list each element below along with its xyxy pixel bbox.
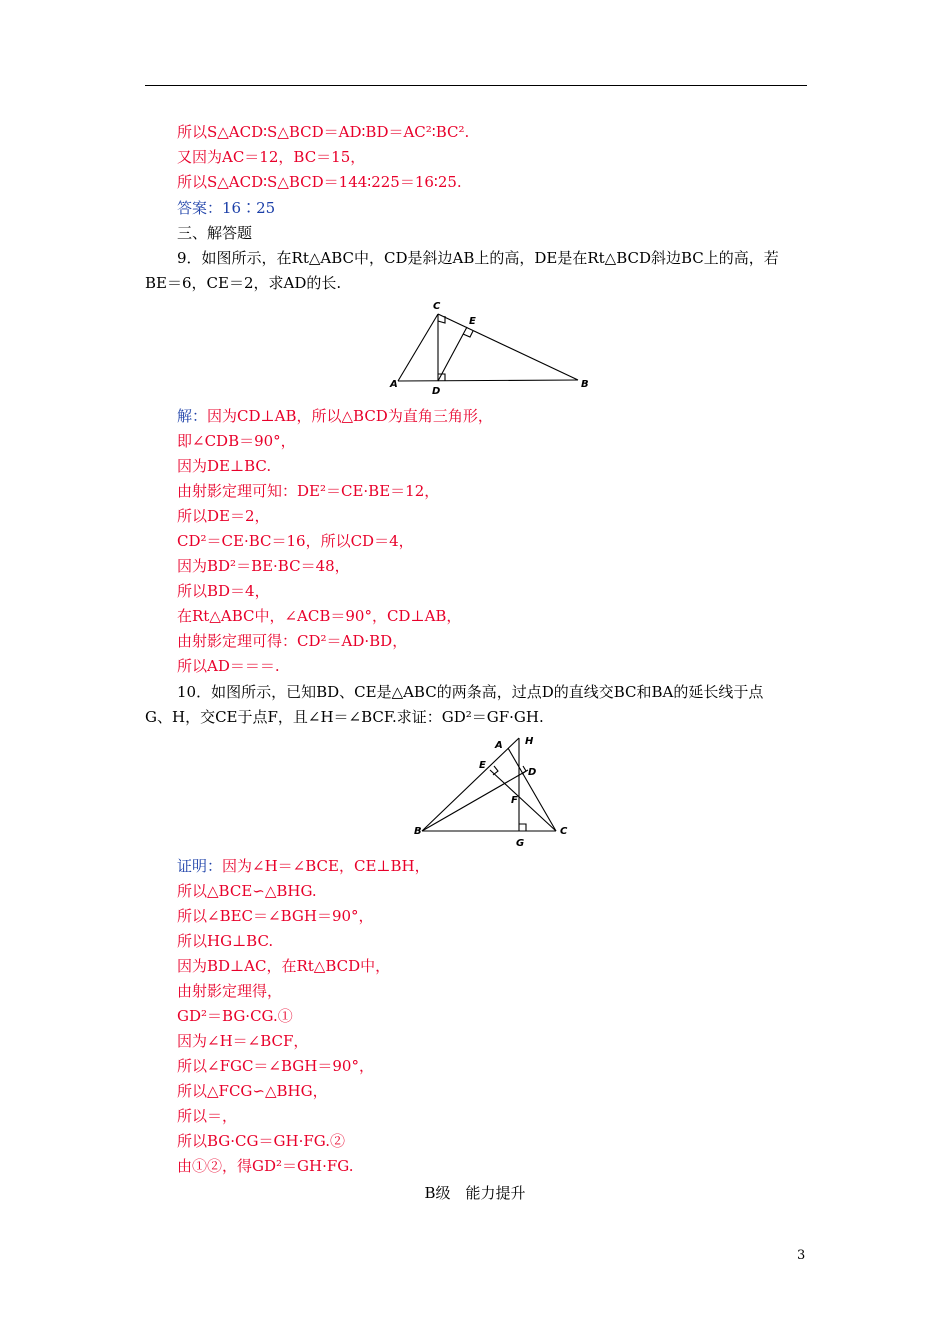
q10-label-h: H (525, 736, 534, 747)
q9-label-c: C (433, 301, 441, 312)
q10-proof-first: 因为∠H＝∠BCE，CE⊥BH， (222, 857, 430, 875)
q9-solution-line-7: 因为BD²＝BE·BC＝48， (177, 557, 350, 575)
prev-solution-line-1: 所以S△ACD∶S△BCD＝AD∶BD＝AC²∶BC². (177, 123, 470, 141)
prev-solution-line-2: 又因为AC＝12，BC＝15， (177, 148, 366, 166)
q10-proof-line-9: 所以∠FGC＝∠BGH＝90°， (177, 1057, 374, 1075)
q10-proof-line-7: GD²＝BG·CG.① (177, 1007, 293, 1025)
q10-proof-head: 证明： (177, 857, 223, 875)
q10-proof-line-12: 所以BG·CG＝GH·FG.② (177, 1132, 345, 1150)
q9-label-d: D (432, 386, 441, 397)
q10-proof-line-8: 因为∠H＝∠BCF， (177, 1032, 309, 1050)
page-number: 3 (797, 1248, 806, 1263)
section-title: 三、解答题 (177, 224, 253, 242)
q10-label-d: D (528, 767, 537, 778)
q10-proof-line-13: 由①②，得GD²＝GH·FG. (177, 1157, 354, 1175)
q10-text-line-2: G、H，交CE于点F，且∠H＝∠BCF.求证：GD²＝GF·GH. (145, 708, 544, 726)
q9-solution-head: 解： (177, 407, 208, 425)
prev-solution-line-3: 所以S△ACD∶S△BCD＝144∶225＝16∶25. (177, 173, 462, 191)
q10-text-line-1: 10．如图所示，已知BD、CE是△ABC的两条高，过点D的直线交BC和BA的延长线于点 (177, 683, 764, 701)
q9-solution-line-4: 由射影定理可知：DE²＝CE·BE＝12， (177, 482, 440, 500)
q10-label-e: E (479, 760, 486, 771)
q10-proof-line-11: 所以＝， (177, 1107, 238, 1125)
q9-solution-line-1 (177, 406, 493, 426)
q9-text-line-1: 9．如图所示，在Rt△ABC中，CD是斜边AB上的高，DE是在Rt△BCD斜边BC上的高，若 (177, 249, 779, 267)
q9-label-e: E (469, 316, 476, 327)
q9-solution-line-5: 所以DE＝2， (177, 507, 270, 525)
q10-label-c: C (560, 826, 568, 837)
q9-solution-line-10: 由射影定理可得：CD²＝AD·BD， (177, 632, 408, 650)
q9-solution-line-8: 所以BD＝4， (177, 582, 270, 600)
q9-solution-line-9: 在Rt△ABC中，∠ACB＝90°，CD⊥AB， (177, 607, 462, 625)
q10-label-f: F (511, 795, 518, 806)
q9-solution-line-2: 即∠CDB＝90°， (177, 432, 296, 450)
q10-label-b: B (414, 826, 422, 837)
q9-text-line-2: BE＝6，CE＝2，求AD的长. (145, 274, 342, 292)
q10-proof-line-6: 由射影定理得， (177, 982, 283, 1000)
q10-label-g: G (516, 838, 525, 849)
q10-proof-line-4: 所以HG⊥BC. (177, 932, 274, 950)
q9-label-a: A (390, 379, 398, 390)
q9-solution-line-11: 所以AD＝＝＝. (177, 657, 280, 675)
q10-proof-line-5: 因为BD⊥AC，在Rt△BCD中， (177, 957, 391, 975)
level-title: B级 能力提升 (424, 1184, 526, 1202)
q10-proof-line-1 (177, 856, 430, 876)
q9-figure (385, 296, 600, 398)
prev-answer: 答案：16∶25 (177, 199, 276, 217)
q9-solution-first: 因为CD⊥AB，所以△BCD为直角三角形， (207, 407, 493, 425)
q10-figure (410, 730, 575, 852)
q10-label-a: A (495, 740, 503, 751)
q9-solution-line-6: CD²＝CE·BC＝16，所以CD＝4， (177, 532, 414, 550)
q10-proof-line-2: 所以△BCE∽△BHG. (177, 882, 317, 900)
q9-label-b: B (581, 379, 589, 390)
q9-solution-line-3: 因为DE⊥BC. (177, 457, 272, 475)
q10-proof-line-3: 所以∠BEC＝∠BGH＝90°， (177, 907, 374, 925)
header-rule (145, 85, 807, 86)
q10-proof-line-10: 所以△FCG∽△BHG， (177, 1082, 328, 1100)
